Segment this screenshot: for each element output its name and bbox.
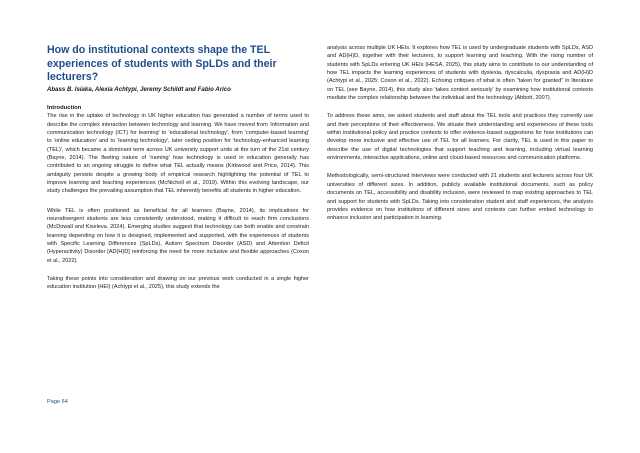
left-column [47, 44, 309, 302]
body-paragraph: The rise in the uptake of technology in UK higher education has generated a number of terms used to describe the complex interaction between technology and learning. We have moved from 'information and communication technology (ICT) for learning' to 'educational technology', from 'computer-based learning' to 'online education' and to 'learning technology', later ceding position for 'technology-enhanced learning (TEL)', which became a dominant term across UK university support units at the turn of the 21st century (Bayne, 2014). The fleeting nature of 'naming' how technology is used in education generally has contributed to an ongoing struggle to define what TEL actually means (Kirkwood and Price, 2014). This ambiguity persists despite a growing body of empirical research highlighting the potential of TEL to improve learning and teaching experiences (McNicholl et al., 2019). Within this evolving landscape, our study challenges the prevailing assumption that TEL inherently benefits all students in higher education. [47, 113, 309, 195]
page-number: Page 64 [47, 399, 68, 405]
body-paragraph: Taking these points into consideration and drawing on our previous work conducted in a single higher education institution (HEI) (Achtypi et al., 2025), this study extends the [47, 276, 309, 291]
section-heading-introduction: Introduction [47, 104, 82, 111]
body-paragraph: analysis across multiple UK HEIs. It explores how TEL is used by undergraduate students with SpLDs, ASD and AD(H)D, together with their lecturers, to support learning and teaching. With the rising number of students with SpLDs entering UK HEIs (HESA, 2025), this study aims to contribute to our understanding of how TEL impacts the learning experiences of students with dyslexia, dyscalculia, dyspraxia and AD(H)D (Achtypi et al., 2025; Coxon et al., 2022). Echoing critiques of what is often "taken for granted" in literature on TEL (see Bayne, 2014), this study also 'takes context seriously' by examining how institutional contexts mediate the complex relationship between the individual and the technology (Abbott, 2007). [327, 45, 593, 102]
body-paragraph: While TEL is often positioned as beneficial for all learners (Bayne, 2014), its implications for neurodivergent students are less consistently understood, making it difficult to reach firm conclusions (McDowall and Kiseleva, 2024). Emerging studies suggest that technology can both enable and constrain learning depending on how it is designed, implemented and supported, with the experiences of students with Specific Learning Differences (SpLDs), Autism Spectrum Disorder (ASD) and Attention Deficit (Hyperactivity) Disorder [AD(H)D] reinforcing the need for more inclusive and flexible approaches (Coxon et al., 2022). [47, 207, 309, 264]
right-column [327, 44, 593, 233]
body-paragraph: Methodologically, semi-structured interviews were conducted with 21 students and lecturers across four UK universities of different sizes. In addition, publicly available institutional documents, such as policy documents on TEL, accessibility and disability inclusion, were reviewed to map existing approaches to TEL and support for students with SpLDs. Taking into consideration student and staff experiences, the analysis provides evidence on how institutions of different sizes and contexts can further embed technology to enhance inclusion and participation in learning. [327, 173, 593, 222]
article-authors: Abass B. Isiaka, Alexia Achtypi, Jeremy Schildt and Fabio Arico [47, 85, 231, 93]
body-paragraph: To address these aims, we asked students and staff about the TEL tools and practices they currently use and their perceptions of their effectiveness. We situate their understanding and experiences of these tools within institutional policy and practice contexts to offer evidence-based suggestions for how institutions can develop more inclusive and effective use of TEL for all learners. For clarity, TEL is used in this paper to describe the use of digital technologies that support teaching and learning, including virtual learning environments, interactive applications, online and cloud-based resources and communication platforms. [327, 113, 593, 162]
article-title: How do institutional contexts shape the TEL experiences of students with SpLDs and their lecturers? [47, 44, 277, 84]
